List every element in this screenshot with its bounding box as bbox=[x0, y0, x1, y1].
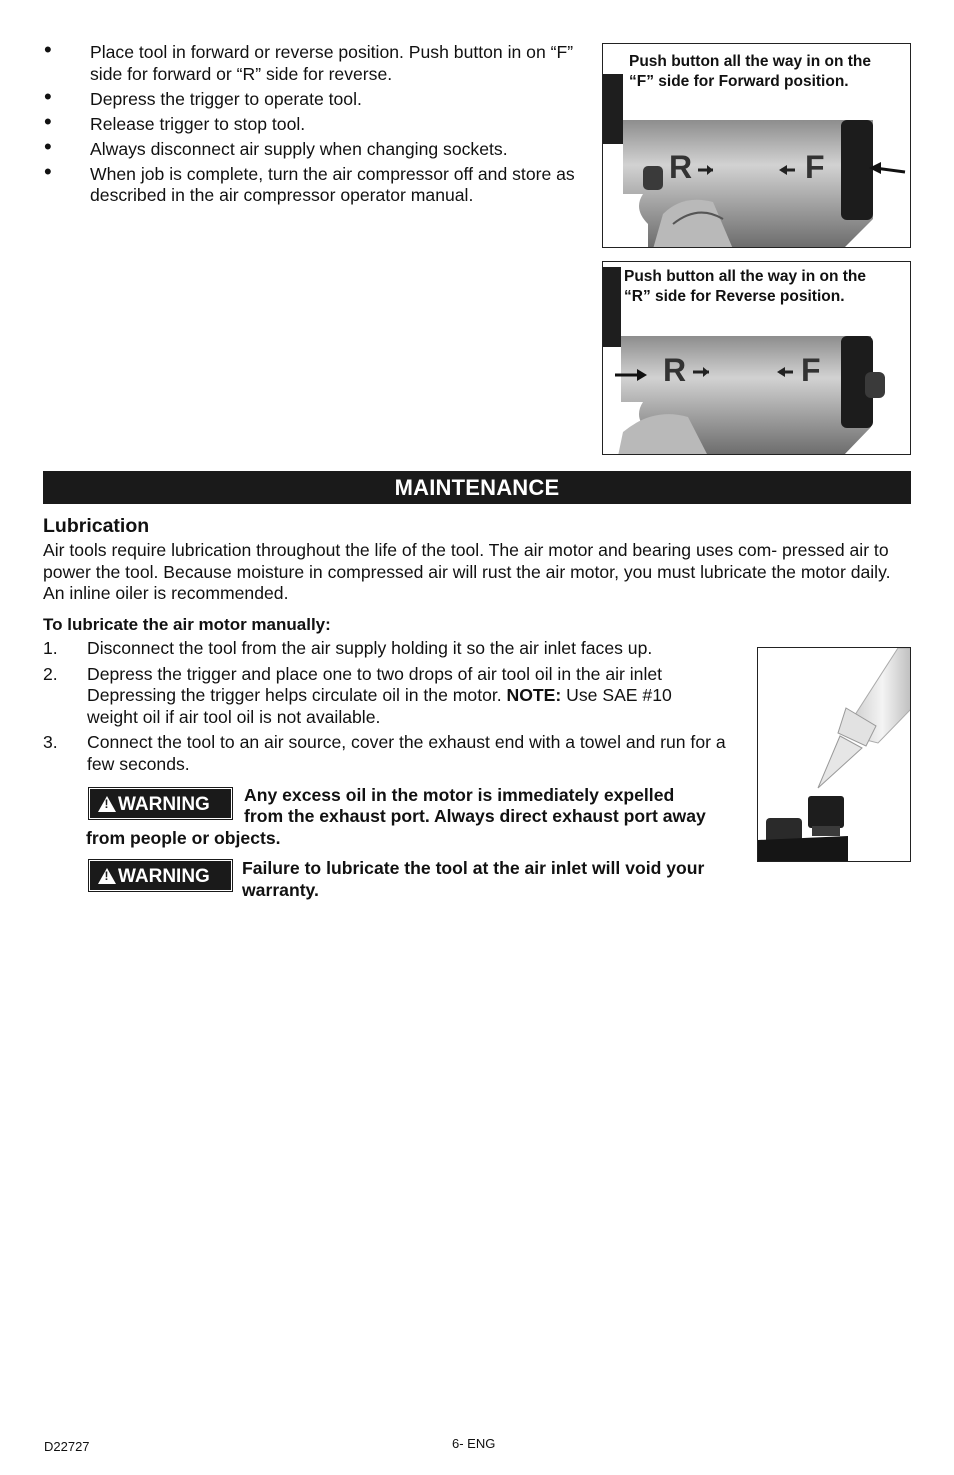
page-number: 6- ENG bbox=[452, 1436, 496, 1451]
maintenance-section-header: MAINTENANCE bbox=[43, 471, 911, 504]
bullet-dot: • bbox=[44, 158, 52, 184]
step-text: Connect the tool to an air source, cover the exhaust end with a towel and run for a few seconds. bbox=[87, 732, 726, 774]
document-number: D22727 bbox=[44, 1439, 90, 1454]
lubrication-heading: Lubrication bbox=[43, 515, 150, 537]
label-f: F bbox=[805, 149, 825, 185]
lubrication-steps bbox=[43, 638, 755, 779]
bullet-dot: • bbox=[44, 108, 52, 134]
warning-triangle-icon bbox=[98, 868, 116, 884]
step-number: 1. bbox=[43, 638, 58, 658]
bullet-item: • Place tool in forward or reverse position. Push button in on “F” side for forward or “R” side for reverse. bbox=[44, 37, 574, 84]
step-text: Depress the trigger and place one to two drops of air tool oil in the air inlet Depressing the trigger helps circulate oil in the motor. bbox=[87, 663, 663, 705]
bullet-dot: • bbox=[44, 83, 52, 109]
label-r: R bbox=[669, 149, 693, 185]
warning-badge: !WARNING bbox=[89, 860, 232, 891]
reverse-caption: Push button all the way in on the “R” side for Reverse position. bbox=[622, 265, 884, 311]
lubrication-paragraph: Air tools require lubrication throughout the life of the tool. The air motor and bearing uses com- pressed air to power the tool. Because moisture in compressed air will rust the air motor, you must lubricate the motor daily. An inline oiler is recommended. bbox=[43, 540, 891, 603]
warning-text: from the exhaust port. Always direct exhaust port away bbox=[244, 806, 706, 826]
forward-caption: Push button all the way in on the “F” side for Forward position. bbox=[627, 50, 885, 96]
oil-bottle-photo bbox=[758, 648, 911, 862]
label-f: F bbox=[801, 352, 821, 388]
step-item bbox=[43, 664, 755, 729]
reverse-position-figure bbox=[602, 261, 911, 455]
oil-bottle-figure bbox=[757, 647, 911, 862]
warning-text: from people or objects. bbox=[86, 828, 281, 848]
bullet-item: • Release trigger to stop tool. bbox=[44, 108, 306, 134]
step-number: 2. bbox=[43, 663, 58, 684]
warning-badge: !WARNING bbox=[89, 788, 232, 819]
forward-position-figure bbox=[602, 43, 911, 248]
bullet-item: • Depress the trigger to operate tool. bbox=[44, 83, 362, 109]
bullet-dot: • bbox=[44, 133, 52, 159]
bullet-item: • When job is complete, turn the air compressor off and store as described in the air compressor operator manual. bbox=[44, 158, 575, 205]
step-item bbox=[43, 732, 755, 775]
step-item bbox=[43, 638, 755, 660]
warning-text: warranty. bbox=[242, 880, 319, 900]
note-label: NOTE: bbox=[506, 685, 562, 705]
step-text-after: Use SAE #10 weight oil if air tool oil is not available. bbox=[87, 685, 672, 727]
step-text: Disconnect the tool from the air supply holding it so the air inlet faces up. bbox=[87, 638, 653, 658]
step-number: 3. bbox=[43, 732, 58, 752]
warning-text: Any excess oil in the motor is immediately expelled bbox=[244, 785, 675, 805]
bullet-item: • Always disconnect air supply when changing sockets. bbox=[44, 133, 508, 159]
warning-text: Failure to lubricate the tool at the air inlet will void your bbox=[242, 858, 705, 878]
operation-bullet-list bbox=[44, 37, 584, 210]
manual-lubrication-heading: To lubricate the air motor manually: bbox=[43, 615, 331, 634]
label-r: R bbox=[663, 352, 687, 388]
bullet-dot: • bbox=[44, 37, 52, 62]
warning-triangle-icon bbox=[98, 796, 116, 812]
